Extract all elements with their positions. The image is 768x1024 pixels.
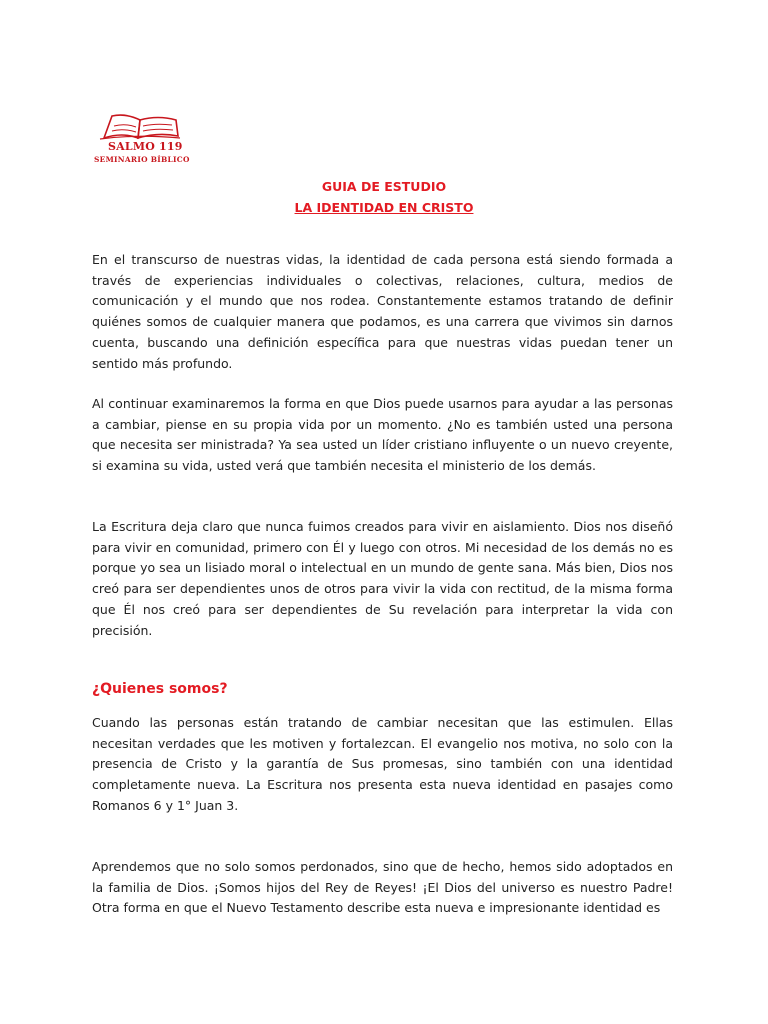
paragraph-change: Cuando las personas están tratando de cambiar necesitan que las estimulen. Ellas necesitan verdades que les motiven y fortalezcan. El evangelio nos motiva, no solo con la presencia de Cristo y la garantía de Sus promesas, sino también con una identidad completamente nueva. La Escritura nos presenta esta nueva identidad en pasajes como Romanos 6 y 1° Juan 3.: [92, 715, 673, 813]
paragraph-scripture: La Escritura deja claro que nunca fuimos creados para vivir en aislamiento. Dios nos diseñó para vivir en comunidad, primero con Él y luego con otros. Mi necesidad de los demás no es porque yo sea un lisiado moral o intelectual en un mundo de gente sana. Más bien, Dios nos creó para ser dependientes unos de otros para vivir la vida con rectitud, de la misma forma que Él nos creó para ser dependientes de Su revelación para interpretar la vida con precisión.: [92, 519, 673, 638]
logo-subtitle: SEMINARIO BÍBLICO: [94, 155, 190, 164]
salmo-119-logo: [92, 112, 202, 168]
paragraph-intro: En el transcurso de nuestras vidas, la identidad de cada persona está siendo formada a través de experiencias individuales o colectivas, relaciones, cultura, medios de comunicación y el mundo que nos rodea. Constantemente estamos tratando de definir quiénes somos de cualquier manera que podamos, es una carrera que vivimos sin darnos cuenta, buscando una definición específica para que nuestras vidas puedan tener un sentido más profundo.: [92, 252, 673, 371]
section-heading: ¿Quienes somos?: [92, 681, 228, 697]
paragraph-adopted: Aprendemos que no solo somos perdonados, sino que de hecho, hemos sido adoptados en la familia de Dios. ¡Somos hijos del Rey de Reyes! ¡El Dios del universo es nuestro Padre! Otra forma en que el Nuevo Testamento describe esta nueva e impresionante identidad es: [92, 859, 673, 916]
paragraph-examine: Al continuar examinaremos la forma en que Dios puede usarnos para ayudar a las personas a cambiar, piense en su propia vida por un momento. ¿No es también usted una persona que necesita ser ministrada? Ya sea usted un líder cristiano influyente o un nuevo creyente, si examina su vida, usted verá que también necesita el ministerio de los demás.: [92, 396, 673, 474]
document-title: GUIA DE ESTUDIO: [321, 179, 447, 194]
logo-title: SALMO 119: [108, 140, 183, 153]
open-book-icon: [92, 112, 202, 142]
document-subtitle: LA IDENTIDAD EN CRISTO: [294, 200, 474, 215]
